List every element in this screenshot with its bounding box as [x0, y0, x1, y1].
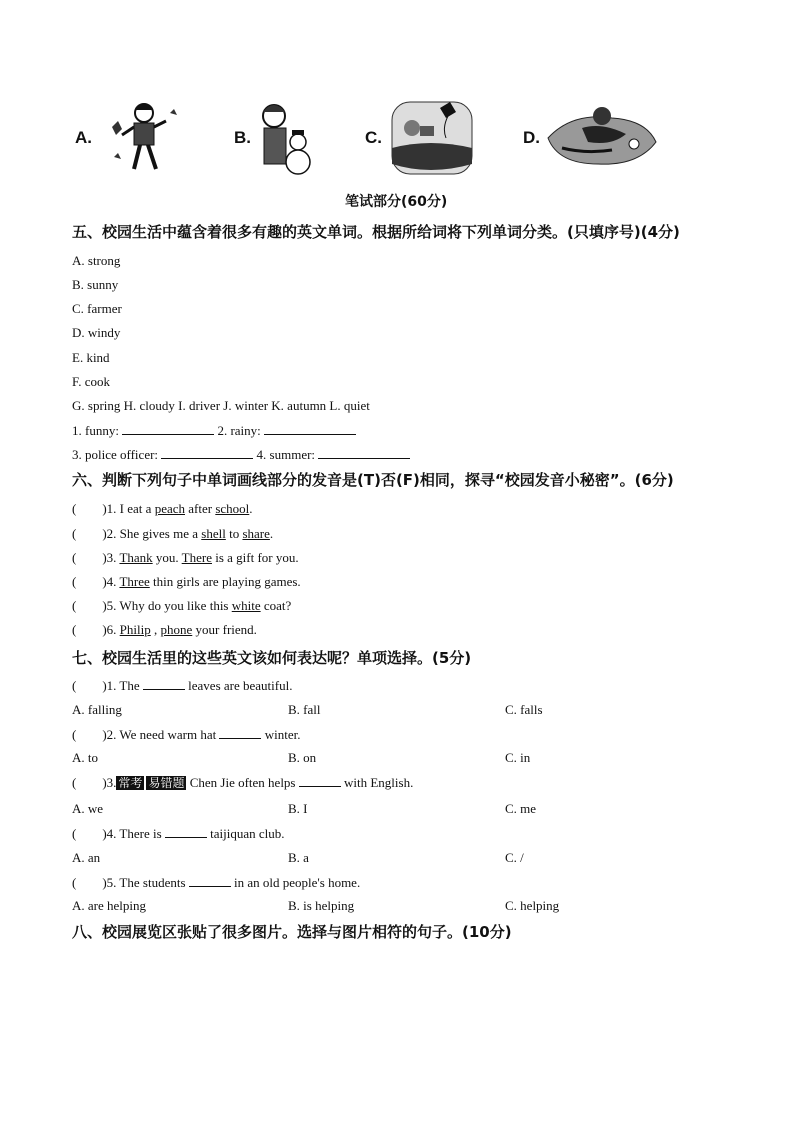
s6-text: is a gift for you. [211, 550, 299, 565]
s6-underlined-word: There [181, 550, 212, 565]
s6-item [72, 574, 301, 590]
s7-option-c[interactable]: C. me [505, 801, 537, 816]
s6-item [72, 550, 299, 566]
s6-text: . [249, 501, 253, 516]
s6-item-num: 1. [106, 501, 117, 516]
s7-answer-blank[interactable] [143, 677, 185, 690]
s7-answer-paren[interactable]: ( ) [72, 826, 107, 841]
s6-item [72, 622, 257, 638]
s7-option-c[interactable]: C. in [505, 750, 531, 765]
s6-underlined-word: school [215, 501, 250, 516]
s6-item [72, 526, 273, 542]
s7-option-c[interactable]: C. / [505, 850, 524, 865]
s7-question [72, 726, 300, 743]
s6-underlined-word: Thank [119, 550, 153, 565]
s7-question [72, 874, 360, 891]
s7-option-c[interactable]: C. falls [505, 702, 543, 717]
s7-question [72, 677, 292, 694]
section-8-heading: 八、校园展览区张贴了很多图片。选择与图片相符的句子。(10分) [72, 923, 512, 941]
s6-text: after [185, 501, 216, 516]
s7-answer-blank[interactable] [189, 874, 231, 887]
s5-q4-answer-blank[interactable] [318, 446, 410, 459]
s7-option-a[interactable]: A. falling [72, 702, 122, 717]
s6-text: Why do you like this [116, 598, 232, 613]
s7-question [72, 825, 285, 842]
written-section-title: 笔试部分(60分) [345, 194, 448, 210]
s5-option-a: A. strong [72, 253, 121, 268]
s6-underlined-word: white [231, 598, 261, 613]
s7-text: taijiquan club. [206, 826, 285, 841]
s5-q2-answer-blank[interactable] [264, 422, 356, 435]
s7-text: The [116, 678, 143, 693]
s6-underlined-word: Three [119, 574, 150, 589]
s5-option-c: C. farmer [72, 301, 122, 316]
s7-answer-paren[interactable]: ( ) [72, 678, 107, 693]
s6-answer-paren[interactable]: ( ) [72, 622, 107, 637]
picture-label-a: A. [75, 128, 92, 147]
s7-text: winter. [261, 727, 301, 742]
s7-answer-blank[interactable] [165, 825, 207, 838]
s5-q1-answer-blank[interactable] [122, 422, 214, 435]
s7-item-num: 1. [106, 678, 117, 693]
s7-item-num: 5. [106, 875, 117, 890]
s6-item-num: 4. [106, 574, 117, 589]
s6-underlined-word: shell [201, 526, 226, 541]
s5-options-line: G. spring H. cloudy I. driver J. winter K. autumn L. quiet [72, 398, 370, 413]
s6-underlined-word: phone [160, 622, 193, 637]
s6-text: thin girls are playing games. [149, 574, 301, 589]
s5-q2-label: 2. rainy: [217, 423, 261, 438]
s6-text: you. [152, 550, 182, 565]
s7-option-a[interactable]: A. are helping [72, 898, 147, 913]
s5-q4-label: 4. summer: [256, 447, 316, 462]
s5-question-1 [72, 422, 356, 439]
s7-option-a[interactable]: A. we [72, 801, 104, 816]
error-prone-badge: 易错题 [148, 776, 185, 790]
s5-option-b: B. sunny [72, 277, 119, 292]
s5-option-d: D. windy [72, 325, 121, 340]
boy-leaves-icon [104, 97, 184, 177]
kite-park-icon [390, 98, 474, 178]
s6-item-num: 3. [106, 550, 117, 565]
s6-item-num: 5. [106, 598, 117, 613]
s6-item-num: 2. [106, 526, 117, 541]
picture-label-c: C. [365, 128, 382, 147]
s7-answer-blank[interactable] [219, 726, 261, 739]
s6-text: , [150, 622, 161, 637]
s7-option-b[interactable]: B. a [288, 850, 309, 865]
picture-label-d: D. [523, 128, 540, 147]
s7-answer-paren[interactable]: ( ) [72, 727, 107, 742]
s6-underlined-word: share [242, 526, 270, 541]
s6-answer-paren[interactable]: ( ) [72, 550, 107, 565]
s7-answer-blank[interactable] [299, 774, 341, 787]
s6-text: . [269, 526, 274, 541]
s7-text: We need warm hat [116, 727, 220, 742]
s7-text: Chen Jie often helps [186, 775, 299, 790]
section-5-heading: 五、校园生活中蕴含着很多有趣的英文单词。根据所给词将下列单词分类。(只填序号)(4分) [72, 223, 680, 241]
s5-q3-label: 3. police officer: [72, 447, 159, 462]
girl-snowman-icon [254, 98, 314, 178]
s7-answer-paren[interactable]: ( ) [72, 775, 107, 790]
s6-text: to [225, 526, 243, 541]
s6-answer-paren[interactable]: ( ) [72, 574, 107, 589]
s7-option-a[interactable]: A. to [72, 750, 98, 765]
s7-text: The students [116, 875, 189, 890]
s6-answer-paren[interactable]: ( ) [72, 501, 107, 516]
beach-boy-icon [542, 98, 660, 170]
s5-question-3 [72, 446, 410, 463]
s6-item-num: 6. [106, 622, 117, 637]
picture-label-b: B. [234, 128, 251, 147]
s6-text: I eat a [116, 501, 155, 516]
s6-answer-paren[interactable]: ( ) [72, 526, 107, 541]
s6-underlined-word: peach [154, 501, 185, 516]
s7-option-b[interactable]: B. I [288, 801, 308, 816]
s7-option-b[interactable]: B. on [288, 750, 317, 765]
s5-q1-label: 1. funny: [72, 423, 119, 438]
s7-item-num: 4. [106, 826, 117, 841]
s6-item [72, 501, 253, 517]
section-6-heading: 六、判断下列句子中单词画线部分的发音是(T)否(F)相同，探寻“校园发音小秘密”。(6分) [72, 471, 674, 489]
s7-text: with English. [340, 775, 414, 790]
s7-answer-paren[interactable]: ( ) [72, 875, 107, 890]
s7-option-c[interactable]: C. helping [505, 898, 560, 913]
s5-option-e: E. kind [72, 350, 110, 365]
section-7-heading: 七、校园生活里的这些英文该如何表达呢？单项选择。(5分) [72, 649, 472, 667]
s7-text: in an old people's home. [230, 875, 361, 890]
s6-answer-paren[interactable]: ( ) [72, 598, 107, 613]
s6-text: She gives me a [116, 526, 202, 541]
s6-underlined-word: Philip [119, 622, 151, 637]
s7-text: leaves are beautiful. [184, 678, 293, 693]
s7-option-b[interactable]: B. fall [288, 702, 321, 717]
s7-question [72, 774, 413, 791]
s7-item-num: 2. [106, 727, 117, 742]
s6-text: your friend. [192, 622, 257, 637]
s7-item-num: 3. [106, 775, 117, 790]
s7-option-b[interactable]: B. is helping [288, 898, 355, 913]
s5-q3-answer-blank[interactable] [161, 446, 253, 459]
s6-item [72, 598, 291, 614]
s5-option-f: F. cook [72, 374, 110, 389]
s7-option-a[interactable]: A. an [72, 850, 101, 865]
frequent-badge: 常考 [118, 776, 143, 790]
s6-text: coat? [260, 598, 292, 613]
s7-text: There is [116, 826, 165, 841]
